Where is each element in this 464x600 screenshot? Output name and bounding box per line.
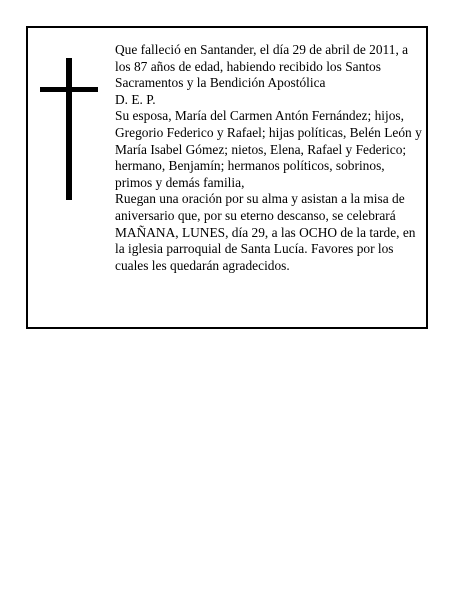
cross-horizontal-bar (40, 87, 98, 92)
notice-text (115, 42, 423, 274)
rest-in-peace-line: D. E. P. (115, 91, 156, 107)
latin-cross-icon (40, 58, 100, 200)
obituary-notice (26, 26, 428, 329)
mass-invitation-paragraph: Ruegan una oración por su alma y asistan a la misa de aniversario que, por su eterno descanso, se celebrará MAÑANA, LUNES, día 29, a las OCHO de la tarde, en la iglesia parroquial de Santa Lucía. Favores por los cuales les quedarán agradecidos. (115, 191, 416, 273)
cross-vertical-bar (66, 58, 72, 200)
family-members-paragraph: Su esposa, María del Carmen Antón Fernández; hijos, Gregorio Federico y Rafael; hijas políticas, Belén León y María Isabel Gómez; nietos, Elena, Rafael y Federico; hermano, Benjamín; hermanos políticos, sobrinos, primos y demás familia, (115, 108, 422, 190)
death-announcement-paragraph: Que falleció en Santander, el día 29 de abril de 2011, a los 87 años de edad, habiendo recibido los Santos Sacramentos y la Bendición Apostólica (115, 42, 409, 91)
